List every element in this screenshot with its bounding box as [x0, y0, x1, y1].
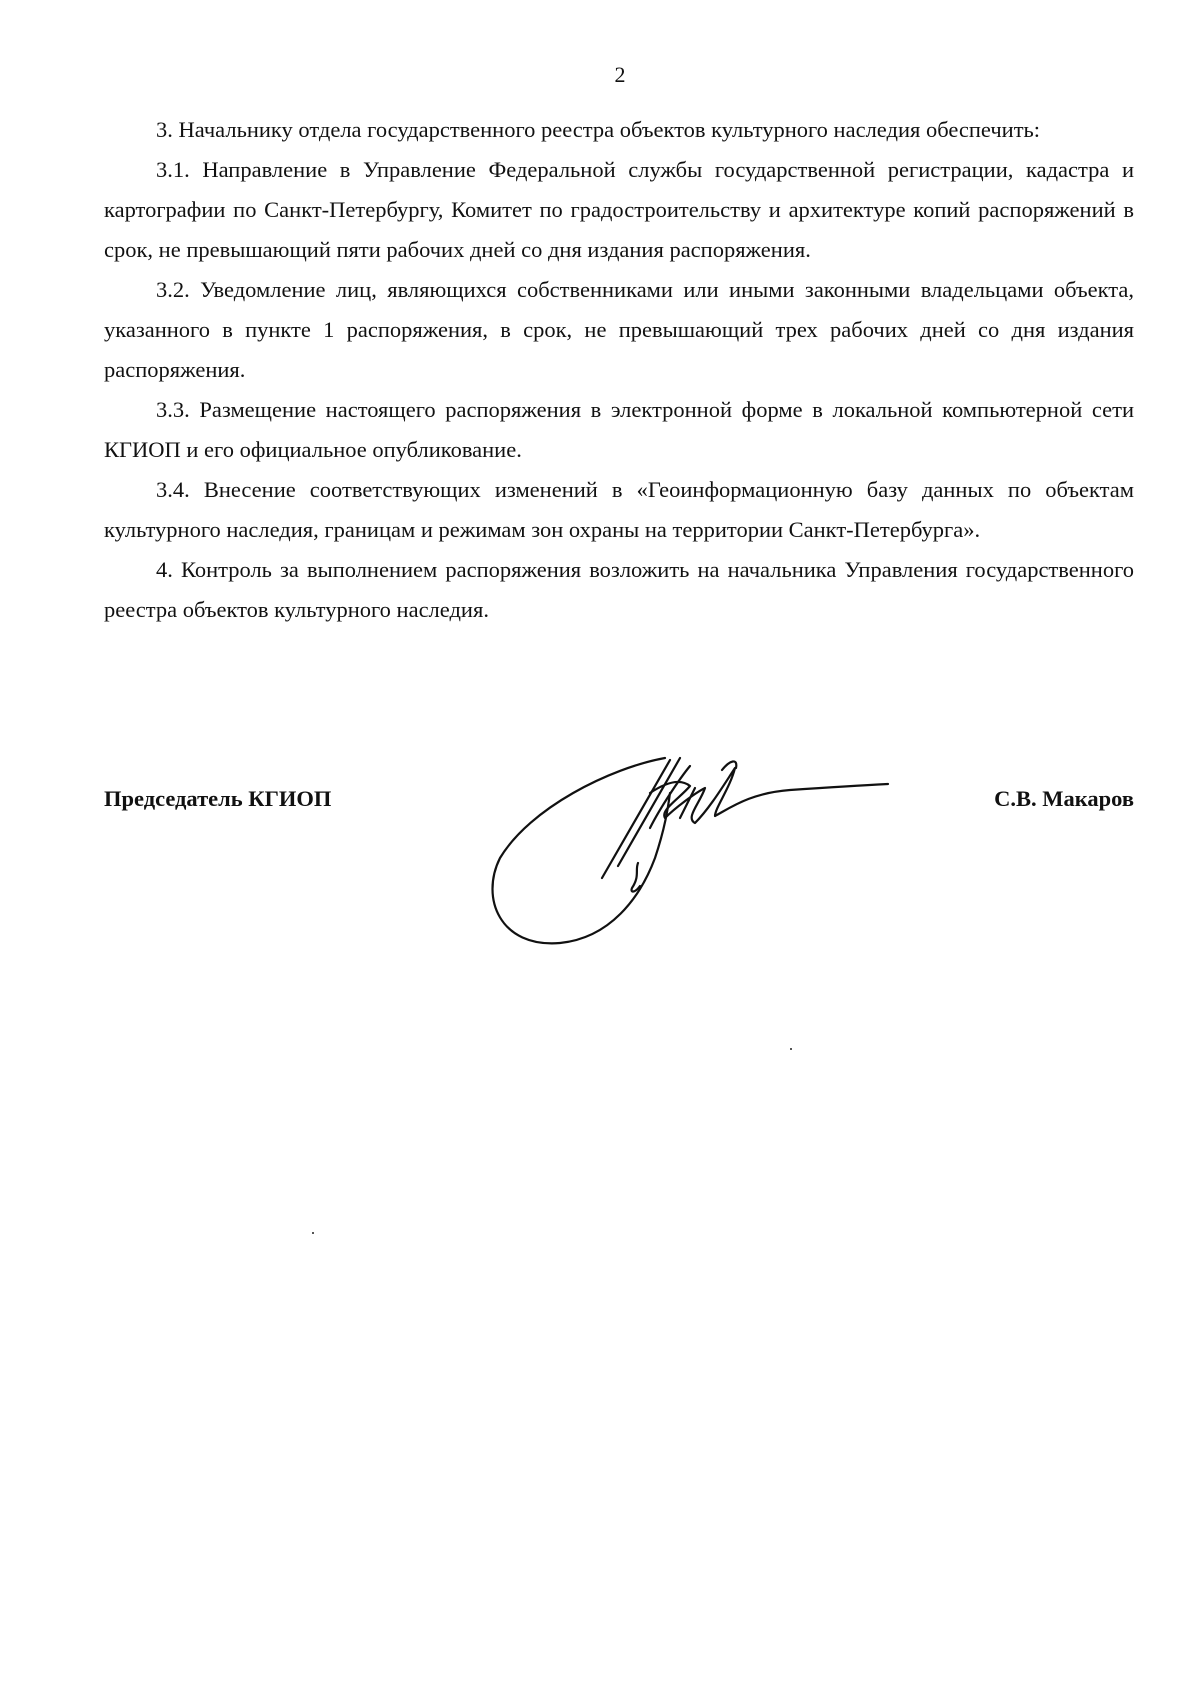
- signatory-name: С.В. Макаров: [994, 786, 1134, 811]
- paragraph-3-3: 3.3. Размещение настоящего распоряжения в электронной форме в локальной компьютерной сети КГИОП и его официальное опубликование.: [104, 397, 1134, 462]
- signatory-title: Председатель КГИОП: [104, 786, 332, 811]
- paragraph-3: 3. Начальнику отдела государственного реестра объектов культурного наследия обеспечить:: [156, 117, 1041, 142]
- paragraph-4: 4. Контроль за выполнением распоряжения возложить на начальника Управления государственного реестра объектов культурного наследия.: [104, 557, 1134, 622]
- handwritten-signature: [490, 748, 890, 958]
- scan-speck: [790, 1048, 792, 1050]
- paragraph-3-2: 3.2. Уведомление лиц, являющихся собственниками или иными законными владельцами объекта, указанного в пункте 1 распоряжения, в срок, не превышающий трех рабочих дней со дня издания распоряжения.: [104, 277, 1134, 382]
- paragraph-3-4: 3.4. Внесение соответствующих изменений в «Геоинформационную базу данных по объектам культурного наследия, границам и режимам зон охраны на территории Санкт-Петербурга».: [104, 477, 1134, 542]
- page-number: 2: [614, 62, 626, 87]
- document-body: [104, 110, 1134, 630]
- paragraph-3-1: 3.1. Направление в Управление Федеральной службы государственной регистрации, кадастра и картографии по Санкт-Петербургу, Комитет по градостроительству и архитектуре копий распоряжений в срок, не превышающий пяти рабочих дней со дня издания распоряжения.: [104, 157, 1134, 262]
- scan-speck: [312, 1232, 314, 1234]
